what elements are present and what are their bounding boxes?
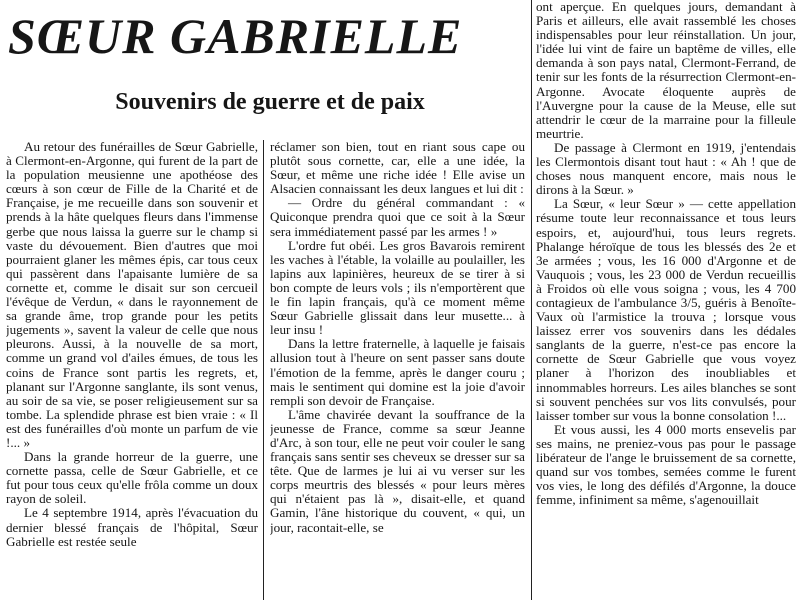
paragraph: La Sœur, « leur Sœur » — cette appellation résume toute leur reconnaissance et tous leurs espoirs, et, aujourd'hui, tous leurs regrets. Phalange héroïque de tous les blessés des 2e et 3e armées ; vous, les 16 000 d'Argonne et de Vauquois ; vous, les 23 000 de Verdun recueillis à Froidos où elle vous soigna ; vous, les 4 700 contagieux de l'ambulance 3/5, guéris à Benoîte-Vaux où l'armistice la trouva ; lorsque vous laissez errer vos souvenirs dans les dédales sanglants de la guerre, n'est-ce pas encore la cornette de Sœur Gabrielle que vous voyez planer à l'horizon des inoubliables et innommables horreurs. Les ailes blanches se sont si souvent penchées sur vos lits convulsés, pour laisser tomber sur vous la bonne consolation !... (536, 196, 796, 423)
paragraph: réclamer son bien, tout en riant sous cape ou plutôt sous cornette, car, elle a une idée, la Sœur, et même une riche idée ! Elle avise un Alsacien connaissant les deux langues et lui dit : (270, 140, 525, 197)
article-title: SŒUR GABRIELLE (8, 8, 463, 64)
paragraph: — Ordre du général commandant : « Quiconque prendra quoi que ce soit à la Sœur sera immédiatement passé par les armes ! » (270, 195, 525, 239)
column-divider (263, 140, 264, 600)
article-subtitle: Souvenirs de guerre et de paix (115, 89, 425, 115)
paragraph: Au retour des funérailles de Sœur Gabrielle, à Clermont-en-Argonne, qui furent de la part de la population meusienne une apothéose des cœurs à son cœur de Fille de la Charité et de Française, je me recueille dans son souvenir et prends à la hâte quelques fleurs dans l'immense gerbe que nous laissa la guerre sur le champ si vaste du dévouement. Bien d'autres que moi pourraient glaner les mêmes épis, car tous ceux qui passèrent dans l'apaisante lumière de sa cornette et, comme le disait sur son cercueil l'évêque de Verdun, « dans le rayonnement de sa grande âme, trop grande pour les petits jugements », savent la valeur de celle que nous pleurons. Aussi, à la nouvelle de sa mort, comme un grand vol d'ailes émues, de tous les coins de France sont partis les regrets, et, planant sur l'Argonne sanglante, ils sont venus, au soir de sa vie, se poser religieusement sur sa tombe. La splendide phrase est bien vraie : « Il est des funérailles d'où monte un parfum de vie !... » (6, 140, 258, 450)
paragraph: Dans la grande horreur de la guerre, une cornette passa, celle de Sœur Gabrielle, et ce fut pour tous ceux qu'elle frôla comme un doux rayon de soleil. (6, 449, 258, 507)
paragraph: L'âme chavirée devant la souffrance de la jeunesse de France, comme sa sœur Jeanne d'Arc, à son tour, elle ne peut voir couler le sang français sans sentir ses cheveux se dresser sur sa tête. Que de larmes je lui ai vu verser sur les corps meurtris des blessés « pour leurs mères qui n'étaient pas là », disait-elle, et quand Gamin, l'âne historique du couvent, « qui, un jour, racontait-elle, se (270, 406, 525, 535)
article-column-2 (270, 140, 525, 600)
paragraph: Et vous aussi, les 4 000 morts ensevelis par ses mains, ne preniez-vous pas pour le passage libérateur de l'ange le bruissement de sa cornette, quand sur vos tombes, semées comme le furent vos vies, le long des défilés d'Argonne, la douce femme, infiniment sa même, s'agenouillait (536, 421, 796, 508)
paragraph: L'ordre fut obéi. Les gros Bavarois remirent les vaches à l'étable, la volaille au poulailler, les lapins aux lapinières, heureux de se tirer à si bon compte de leurs vols ; ils n'emportèrent que le fin lapin français, qu'à ce moment même Sœur Gabrielle glissait dans leur musette... à leur insu ! (270, 237, 525, 338)
paragraph: Dans la lettre fraternelle, à laquelle je faisais allusion tout à l'heure on sent passer sans doute l'émotion de la femme, après le danger couru ; mais le sentiment qui domine est la joie d'avoir rempli son devoir de Française. (270, 336, 525, 408)
paragraph: Le 4 septembre 1914, après l'évacuation du dernier blessé français de l'hôpital, Sœur Gabrielle est restée seule (6, 505, 258, 549)
paragraph: ont aperçue. En quelques jours, demandant à Paris et ailleurs, elle avait rassemblé les choses indispensables pour leur réinstallation. Un jour, l'idée lui vint de faire un baptême de villes, elle demanda à son pays natal, Clermont-Ferrand, de tenir sur les fonts de la résurrection Clermont-en-Argonne. Avocate éloquente auprès de l'Auvergne pour la cause de la Meuse, elle sut attendrir le cœur de la marraine pour la filleule meurtrie. (536, 0, 796, 141)
article-column-1 (6, 140, 258, 600)
column-divider (531, 0, 532, 600)
paragraph: De passage à Clermont en 1919, j'entendais les Clermontois disant tout haut : « Ah ! que de choses nous manquent encore, mais nous le dirons à la Sœur. » (536, 139, 796, 198)
article-column-3 (536, 0, 796, 600)
